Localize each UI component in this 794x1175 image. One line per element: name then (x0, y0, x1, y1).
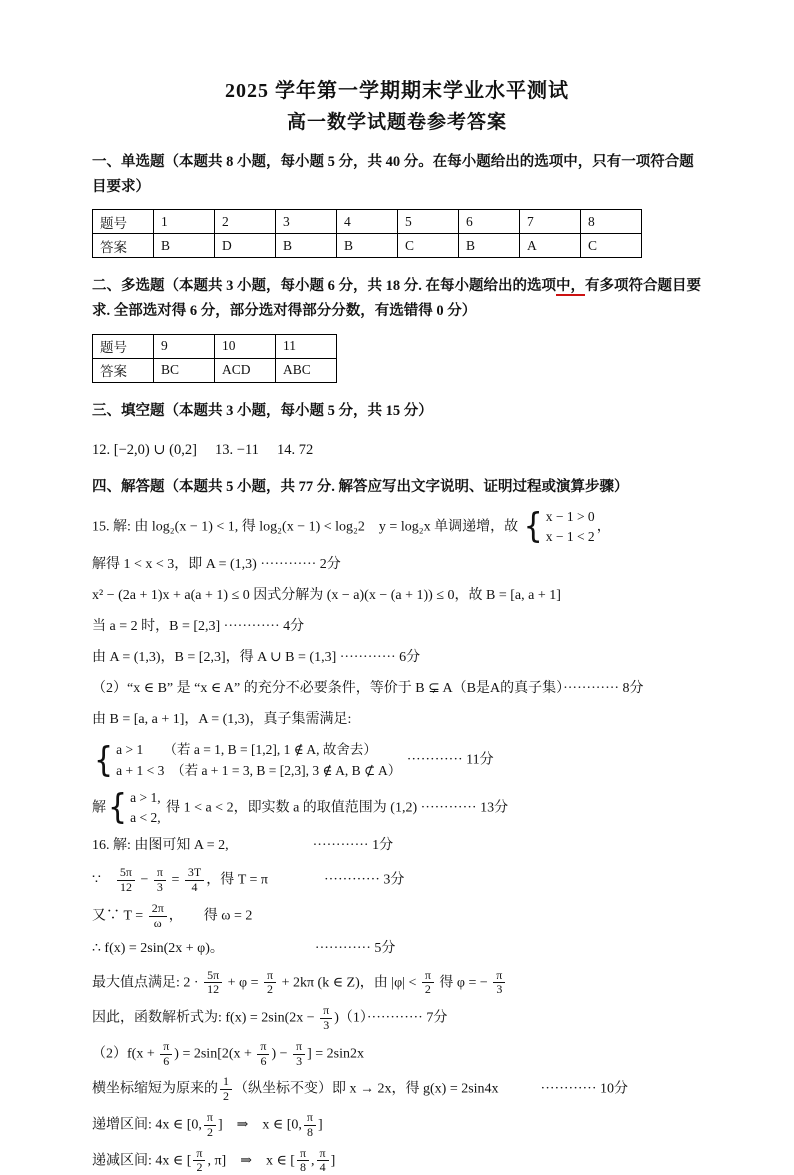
left-brace: { (524, 510, 543, 545)
cases-system (94, 740, 401, 781)
math-text: ] = 2sin2x (307, 1046, 364, 1061)
fraction: $\frac{1}{2}$ (220, 1075, 232, 1104)
fraction: $\frac{\pi}{2}$ (204, 1111, 216, 1140)
question-number-cell: 3 (276, 210, 337, 234)
left-brace: { (94, 743, 113, 778)
math-text: ∴ f(x) = 2sin(2x + φ)。 ············ 5分 (92, 941, 395, 956)
question-number-cell: 1 (154, 210, 215, 234)
section-solutions-heading: 四、解答题（本题共 5 小题，共 77 分. 解答应写出文字说明、证明过程或演算步骤） (92, 475, 702, 500)
page-title: 2025 学年第一学期期末学业水平测试 (92, 78, 702, 104)
fraction: $\frac{\pi}{3}$ (293, 1040, 305, 1069)
math-text: ，得 T = π ············ 3分 (206, 873, 404, 888)
answer-cell: BC (154, 358, 215, 382)
fraction: $\frac{\pi}{8}$ (304, 1111, 316, 1140)
question-number-label: 题号 (93, 334, 154, 358)
math-text: ] (331, 1153, 336, 1168)
solution-line (92, 616, 702, 640)
question-number-cell: 8 (581, 210, 642, 234)
solution-line (92, 938, 702, 962)
cases-row: a < 2, (130, 808, 160, 828)
solution-line (92, 678, 702, 702)
math-text: ∵ (92, 873, 115, 888)
fraction: $\frac{\pi}{8}$ (297, 1147, 309, 1175)
math-text: , (311, 1153, 315, 1168)
answer-cell: C (581, 234, 642, 258)
table-row (93, 358, 337, 382)
solution-line (92, 740, 702, 781)
math-text: 解得 1 < x < 3，即 A = (1,3) ············ 2分 (92, 557, 341, 572)
math-text: − (137, 873, 152, 888)
answer-cell: ACD (215, 358, 276, 382)
math-text: ) − (271, 1046, 291, 1061)
cases-row: a > 1, (130, 788, 160, 808)
math-text: 15. 解: 由 log₂(x − 1) < 1, 得 log₂(x − 1) < log₂2 y = log₂x 单调递增，故 (92, 519, 522, 534)
math-text: （2）f(x + (92, 1046, 158, 1061)
question-number-cell: 11 (276, 334, 337, 358)
math-text: ， 得 ω = 2 (169, 908, 253, 923)
heading-text: 二、多选题（本题共 3 小题，每小题 6 分，共 18 分. 在每小题给出的选项 (92, 278, 556, 294)
page-subtitle: 高一数学试题卷参考答案 (92, 107, 702, 134)
math-text: 由 A = (1,3)，B = [2,3]，得 A ∪ B = (1,3] ············ 6分 (92, 650, 420, 665)
problem-16-solution (92, 835, 702, 1175)
math-text: （纵坐标不变）即 x → 2x，得 g(x) = 2sin4x ············ 10分 (234, 1082, 628, 1097)
question-number-label: 题号 (93, 210, 154, 234)
math-text: （2）“x ∈ B” 是 “x ∈ A” 的充分不必要条件，等价于 B ⊊ A（B是A的真子集）············ 8分 (92, 681, 644, 696)
table-row (93, 334, 337, 358)
math-text: ] ⇒ x ∈ [0, (218, 1117, 302, 1132)
math-text: 16. 解: 由图可知 A = 2, ············ 1分 (92, 838, 393, 853)
multi-choice-answer-table (92, 334, 337, 383)
solution-line (92, 647, 702, 671)
fraction: $\frac{\pi}{2}$ (264, 969, 276, 998)
math-text: x² − (2a + 1)x + a(a + 1) ≤ 0 因式分解为 (x − a)(x − (a + 1)) ≤ 0，故 B = [a, a + 1] (92, 588, 561, 603)
math-text: 因此，函数解析式为: f(x) = 2sin(2x − (92, 1010, 318, 1025)
solution-line (92, 554, 702, 578)
math-text: + 2kπ (k ∈ Z)，由 |φ| < (278, 975, 420, 990)
math-text: 解 (92, 800, 106, 815)
solution-line (92, 585, 702, 609)
solution-line (92, 709, 702, 733)
cases-row: a > 1 （若 a = 1, B = [1,2], 1 ∉ A, 故舍去） (116, 740, 401, 760)
math-text: 横坐标缩短为原来的 (92, 1082, 218, 1097)
cases-row: a + 1 < 3 （若 a + 1 = 3, B = [2,3], 3 ∉ A, B ⊄ A） (116, 761, 401, 781)
section-single-choice-heading: 一、单选题（本题共 8 小题，每小题 5 分，共 40 分。在每小题给出的选项中，只有一项符合题目要求） (92, 150, 702, 199)
math-text: + φ = (224, 975, 262, 990)
math-text: 又∵ T = (92, 908, 147, 923)
question-number-cell: 2 (215, 210, 276, 234)
section-fill-blank-heading: 三、填空题（本题共 3 小题，每小题 5 分，共 15 分） (92, 399, 702, 424)
solution-line (92, 1075, 702, 1104)
cases-system (108, 788, 161, 829)
single-choice-answer-table (92, 209, 642, 258)
question-number-cell: 9 (154, 334, 215, 358)
question-number-cell: 5 (398, 210, 459, 234)
answer-cell: B (337, 234, 398, 258)
answer-cell: A (520, 234, 581, 258)
solution-line (92, 835, 702, 859)
answer-cell: C (398, 234, 459, 258)
solution-line (92, 969, 702, 998)
heading-text: 有多项符合题目要求. 全部选对得 6 分，部分选对得部分分数，有选错得 0 分） (92, 278, 701, 319)
table-row (93, 210, 642, 234)
math-text: ············ 11分 (403, 753, 493, 768)
question-number-cell: 6 (459, 210, 520, 234)
solution-line (92, 788, 702, 829)
fraction: $\frac{\pi}{2}$ (422, 969, 434, 998)
fraction: $\frac{5\pi}{12}$ (117, 866, 135, 895)
answer-cell: D (215, 234, 276, 258)
fraction: $\frac{\pi}{6}$ (160, 1040, 172, 1069)
math-text: ] (318, 1117, 323, 1132)
question-number-cell: 7 (520, 210, 581, 234)
problem-15-solution (92, 507, 702, 829)
math-text: , π] ⇒ x ∈ [ (207, 1153, 295, 1168)
math-text: 最大值点满足: 2 · (92, 975, 202, 990)
math-text: 由 B = [a, a + 1]，A = (1,3)，真子集需满足: (92, 712, 351, 727)
solution-line (92, 1004, 702, 1033)
question-number-cell: 10 (215, 334, 276, 358)
solution-line (92, 1040, 702, 1069)
left-brace: { (108, 791, 127, 826)
math-text: 递减区间: 4x ∈ [ (92, 1153, 191, 1168)
answer-label: 答案 (93, 358, 154, 382)
cases-row: x − 1 < 2 (546, 527, 595, 547)
fraction: $\frac{\pi}{3}$ (493, 969, 505, 998)
fill-blank-answers: 12. [−2,0) ∪ (0,2] 13. −11 14. 72 (92, 438, 702, 459)
question-number-cell: 4 (337, 210, 398, 234)
solution-line (92, 902, 702, 931)
math-text: 得 1 < a < 2，即实数 a 的取值范围为 (1,2) ············ 13分 (163, 800, 509, 815)
math-text: ) = 2sin[2(x + (174, 1046, 255, 1061)
fraction: $\frac{\pi}{2}$ (193, 1147, 205, 1175)
answer-cell: B (459, 234, 520, 258)
solution-line (92, 1147, 702, 1175)
math-text: ， (597, 519, 611, 534)
math-text: = (168, 873, 183, 888)
solution-line (92, 1111, 702, 1140)
answer-cell: B (276, 234, 337, 258)
math-text: 递增区间: 4x ∈ [0, (92, 1117, 202, 1132)
section-multi-choice-heading (92, 274, 702, 323)
fraction: $\frac{\pi}{6}$ (257, 1040, 269, 1069)
fraction: $\frac{\pi}{3}$ (320, 1004, 332, 1033)
math-text: )（1）············ 7分 (334, 1010, 447, 1025)
table-row (93, 234, 642, 258)
answer-cell: B (154, 234, 215, 258)
fraction: $\frac{2\pi}{\omega}$ (149, 902, 167, 931)
fraction: $\frac{5\pi}{12}$ (204, 969, 222, 998)
answer-cell: ABC (276, 358, 337, 382)
solution-line (92, 507, 702, 548)
fraction: $\frac{\pi}{3}$ (154, 866, 166, 895)
fraction: $\frac{\pi}{4}$ (317, 1147, 329, 1175)
cases-system (524, 507, 595, 548)
math-text: 当 a = 2 时，B = [2,3] ············ 4分 (92, 619, 304, 634)
cases-row: x − 1 > 0 (546, 507, 595, 527)
fraction: $\frac{3T}{4}$ (185, 866, 204, 895)
answer-label: 答案 (93, 234, 154, 258)
red-underlined-text: 中， (556, 278, 585, 296)
math-text: 得 φ = − (436, 975, 491, 990)
solution-line (92, 866, 702, 895)
